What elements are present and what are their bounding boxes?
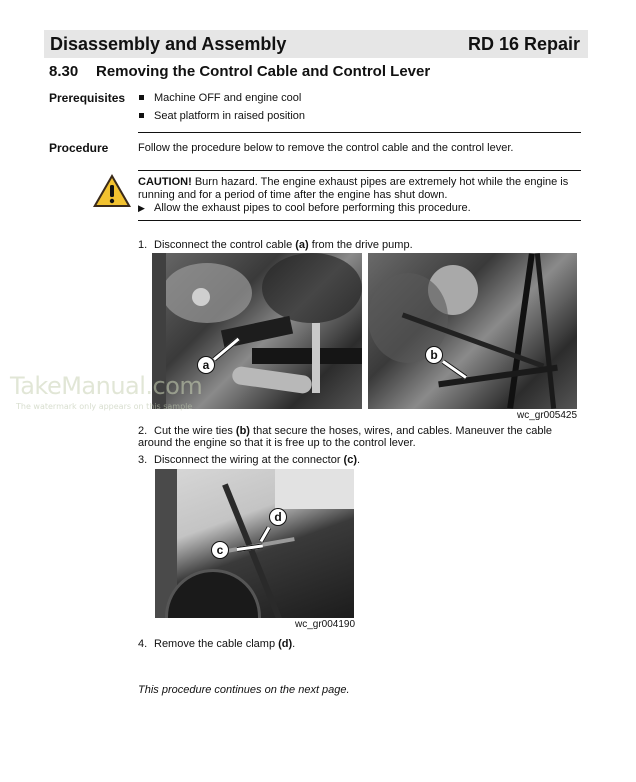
procedure-intro: Follow the procedure below to remove the control cable and the control lever. [138, 142, 514, 154]
play-arrow-icon: ▶ [138, 203, 145, 213]
bullet-icon [139, 95, 144, 100]
step-3: 3. Disconnect the wiring at the connector (c). [138, 454, 361, 466]
prerequisite-item: Machine OFF and engine cool [139, 92, 301, 104]
callout-a: a [197, 356, 215, 374]
chapter-header [44, 30, 588, 58]
caution-action: ▶ Allow the exhaust pipes to cool before performing this procedure. [138, 202, 471, 214]
photo-wire-ties [368, 253, 577, 409]
callout-b: b [425, 346, 443, 364]
section-heading [49, 63, 430, 80]
figure-id: wc_gr004190 [295, 619, 356, 630]
watermark-title: TakeManual.com [10, 372, 203, 400]
procedure-label: Procedure [49, 141, 109, 155]
step-4: 4. Remove the cable clamp (d). [138, 638, 296, 650]
section-number: 8.30 [49, 63, 79, 80]
figure-id: wc_gr005425 [517, 410, 578, 421]
divider [138, 132, 581, 133]
prerequisites-label: Prerequisites [49, 91, 126, 105]
caution-signal-word: CAUTION! [138, 176, 192, 188]
step-2: 2. Cut the wire ties (b) that secure the hoses, wires, and cables. Maneuver the cable around the engine so that it is free up to the control lever. [138, 425, 553, 449]
caution-bottom-rule [138, 220, 581, 221]
chapter-title: Disassembly and Assembly [50, 34, 287, 54]
callout-c: c [211, 541, 229, 559]
section-title: Removing the Control Cable and Control Lever [96, 63, 431, 80]
prerequisite-item: Seat platform in raised position [139, 110, 305, 122]
watermark-subtitle: The watermark only appears on this sample [16, 402, 193, 411]
callout-d: d [269, 508, 287, 526]
continues-note: This procedure continues on the next page. [138, 684, 350, 696]
photo-connector-clamp [155, 469, 354, 618]
bullet-icon [139, 113, 144, 118]
step-1: 1. Disconnect the control cable (a) from the drive pump. [138, 239, 413, 251]
warning-triangle-icon [92, 173, 132, 209]
caution-description: Burn hazard. The engine exhaust pipes are extremely hot while the engine is running and for a period of time after the engine has shut down. [138, 176, 569, 201]
caution-top-rule [138, 170, 581, 171]
manual-title: RD 16 Repair [467, 34, 580, 54]
callout-leader [259, 526, 271, 542]
caution-message [138, 176, 583, 215]
callout-leader [442, 359, 468, 379]
